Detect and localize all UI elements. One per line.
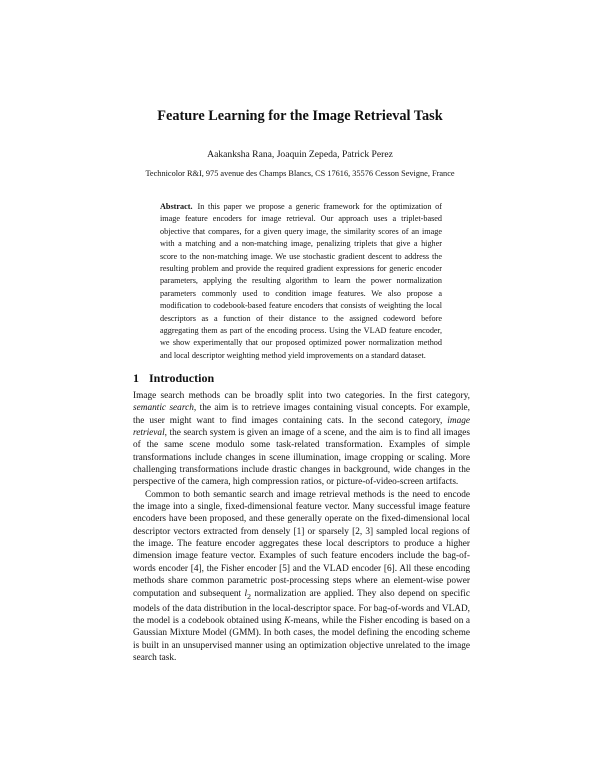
paper-title: Feature Learning for the Image Retrieval Task bbox=[157, 108, 443, 124]
abstract-block bbox=[160, 201, 442, 362]
p1-text-1: Image search methods can be broadly split into two categories. In the first category, bbox=[133, 391, 470, 401]
affiliation: Technicolor R&I, 975 avenue des Champs Blancs, CS 17616, 35576 Cesson Sevigne, France bbox=[145, 169, 455, 178]
p2-text-1: Common to both semantic search and image retrieval methods is the need to encode the image into a single, fixed-dimensional feature vector. Many successful image feature encoders have been proposed, and these generally operate on the fixed-dimensional local descriptor vectors extracted from densely [1] or sparsely [2, 3] sampled local regions of the image. The feature encoder aggregates these local descriptors to produce a higher dimension image feature vector. Examples of such feature encoders include the bag-of-words encoder [4], the Fisher encoder [5] and the VLAD encoder [6]. All these encoding methods share common parametric post-processing steps where an element-wise power computation and subsequent bbox=[133, 489, 470, 599]
section-body bbox=[133, 390, 470, 664]
p1-text-3: , the search system is given an image of a scene, and the aim is to find all images of the same scene modulo some task-related transformation. Examples of simple transformations include changes in scene illumination, image cropping or scaling. More challenging transformations include drastic changes in background, wide changes in the perspective of the camera, high compression ratios, or picture-of-video-screen artifacts. bbox=[133, 428, 470, 488]
paragraph-1 bbox=[133, 390, 470, 489]
section-title: Introduction bbox=[149, 371, 215, 385]
p1-emphasis-image-retrieval: image retrieval bbox=[133, 415, 470, 439]
abstract-text: In this paper we propose a generic framework for the optimization of image feature encoders for image retrieval. Our approach uses a triplet-based objective that compares, for a given query image, the similarity scores of an image with a matching and a non-matching image, penalizing triplets that give a higher score to the non-matching image. We use stochastic gradient descent to address the resulting problem and provide the required gradient expressions for generic encoder parameters, applying the resulting algorithm to learn the power normalization parameters commonly used to condition image features. We also propose a modification to codebook-based feature encoders that consists of weighting the local descriptors as a function of their distance to the assigned codeword before aggregating them as part of the encoding process. Using the VLAD feature encoder, we show experimentally that our proposed optimized power normalization method and local descriptor weighting method yield improvements on a standard dataset. bbox=[160, 202, 442, 360]
p2-math-l: l bbox=[244, 588, 248, 599]
p1-emphasis-semantic-search: semantic search bbox=[133, 403, 194, 414]
section-heading bbox=[133, 370, 214, 386]
p1-text-2: , the aim is to retrieve images containing visual concepts. For example, the user might want to find images containing cats. In the second category, bbox=[133, 403, 471, 426]
p2-math-k: K bbox=[284, 616, 291, 627]
p2-math-subscript: 2 bbox=[247, 591, 251, 601]
section-number: 1 bbox=[133, 371, 139, 385]
abstract-label: Abstract. bbox=[160, 202, 193, 211]
p2-text-2: normalization are applied. They also depend on specific models of the data distribution in the local-descriptor space. For bag-of-words and VLAD, the model is a codebook obtained using bbox=[133, 588, 471, 627]
paragraph-2 bbox=[133, 489, 470, 665]
p2-text-3: -means, while the Fisher encoding is based on a Gaussian Mixture Model (GMM). In both cases, the model defining the encoding scheme is built in an unsupervised manner using an optimization objective unrelated to the image search task. bbox=[133, 616, 471, 664]
author-list: Aakanksha Rana, Joaquin Zepeda, Patrick Perez bbox=[207, 149, 393, 160]
